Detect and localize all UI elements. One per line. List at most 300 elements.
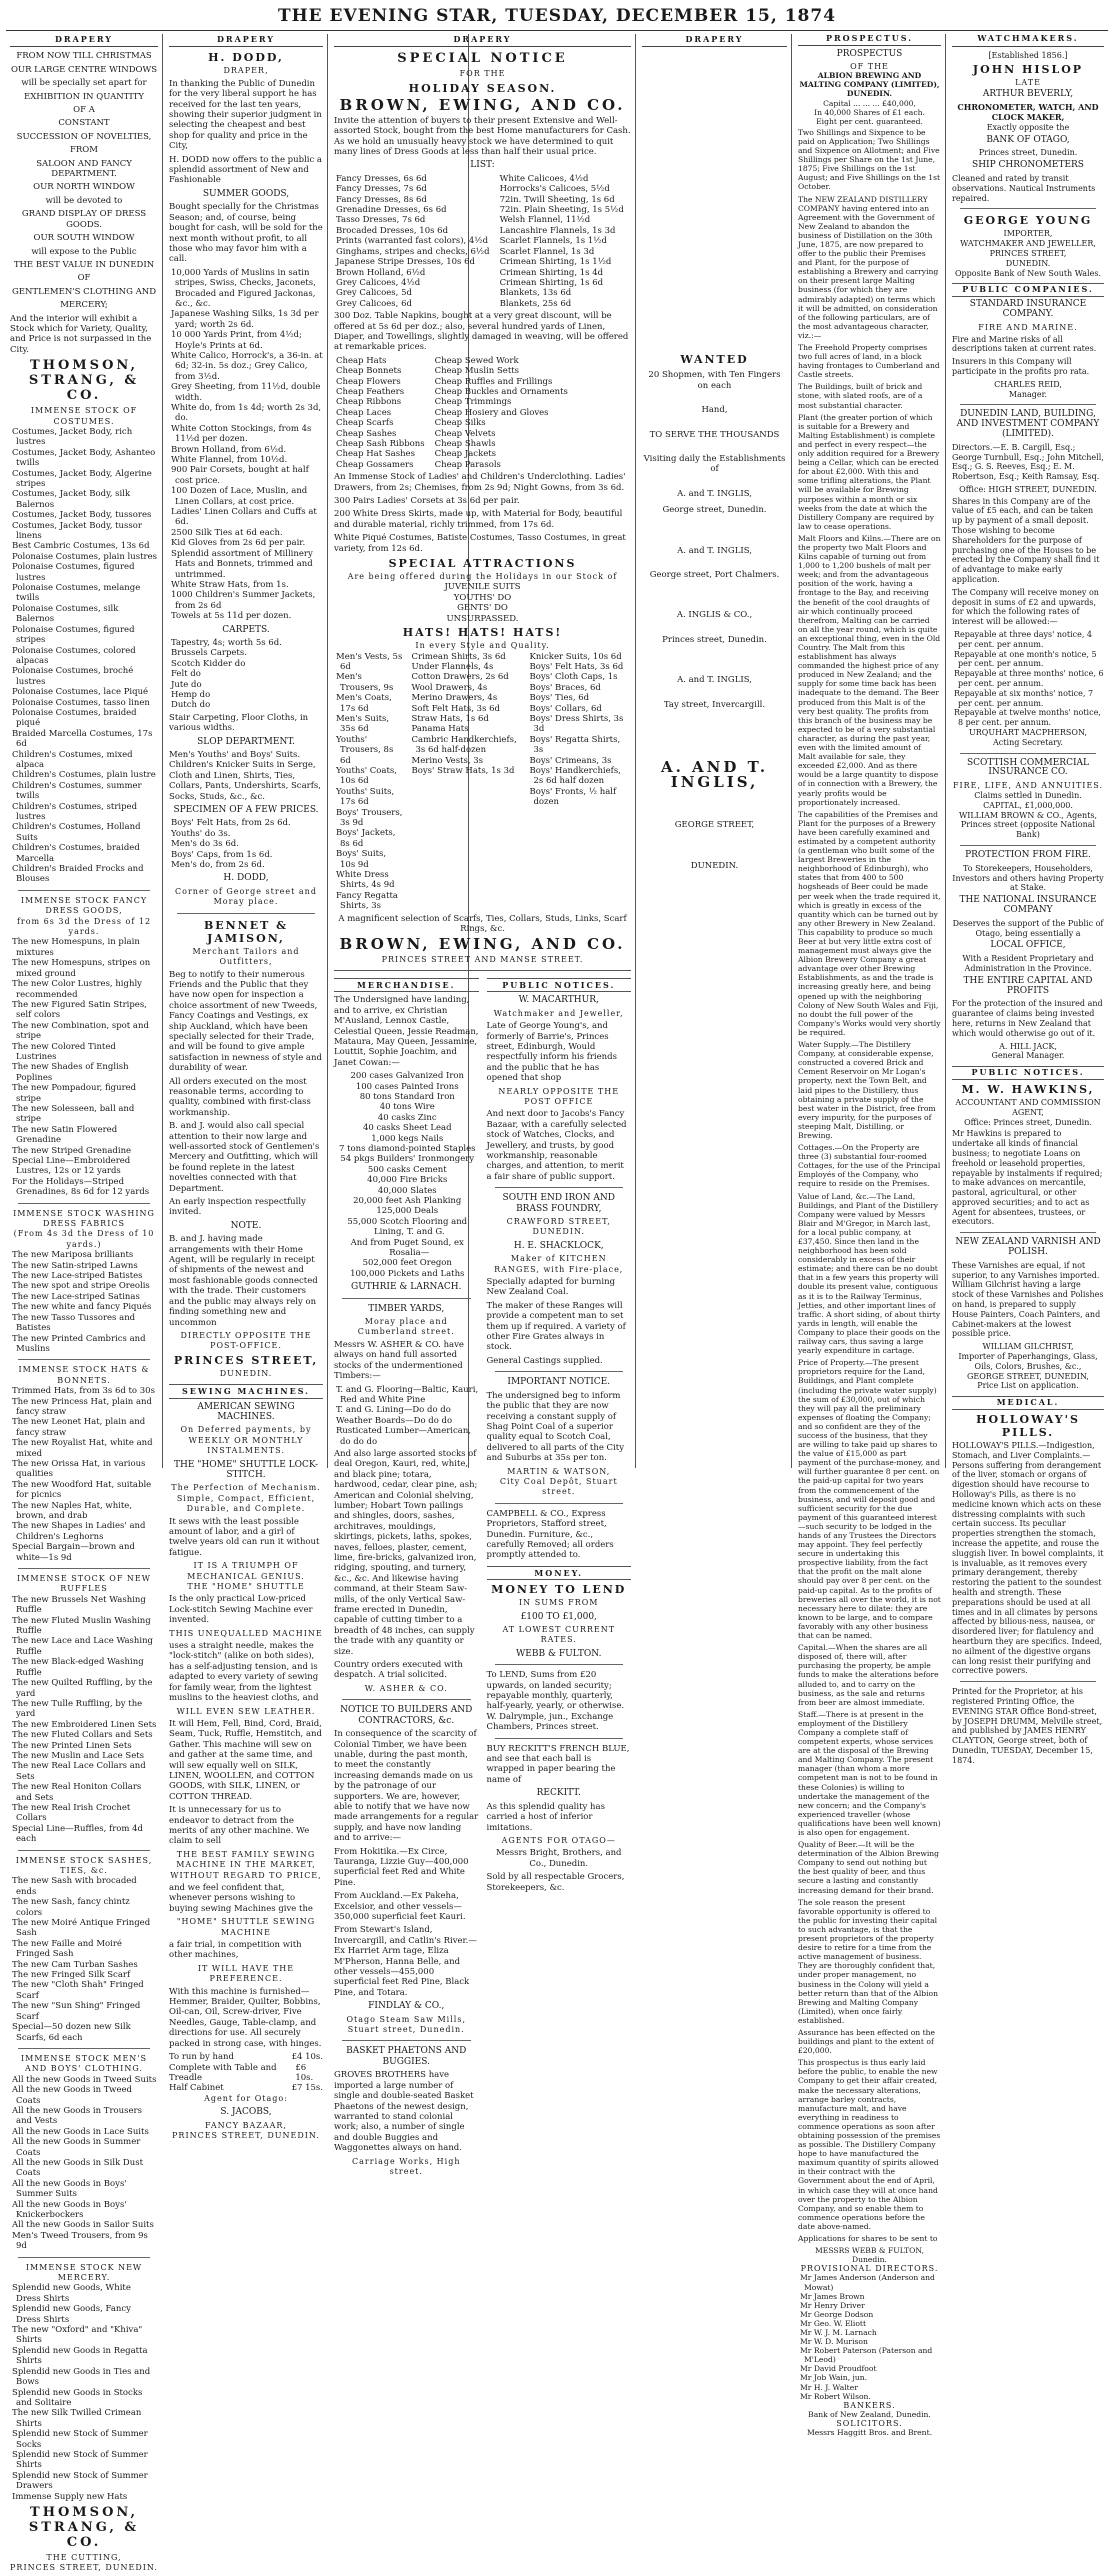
list-item: Horrocks's Calicoes, 5½d [499,184,610,195]
paragraph: Two Shillings and Sixpence to be paid on Application; Two Shillings and Sixpence on Allotment; and Five Shillings per Share on the 1st June, 1875; Five Shillings on the 1st August; and Five Shillings on the 1st October. [798,127,941,192]
list-item: Best Cambric Costumes, 13s 6d [12,541,150,552]
list-item: 20,000 feet Ash Planking [353,1196,462,1206]
list-item: Children's Costumes, summer twills [12,780,142,802]
heading: CARPETS. [222,624,270,635]
list-item: 502,000 feet Oregon [362,1258,452,1269]
list-item: Splendid new Stock of Summer Drawers [12,2470,148,2492]
paragraph: General Castings supplied. [486,1355,603,1366]
section-subheading: (From 4s 3d the Dress of 10 yards.) [13,1229,155,1249]
section-header: PUBLIC COMPANIES. [952,283,1104,297]
price-table [169,2052,323,2094]
list-item: Polonaise Costumes, braided piqué [12,707,137,729]
signature-title: Acting Secretary. [993,737,1063,747]
list-item: Immense Supply new Hats [12,2491,128,2502]
list-item: The new Tulle Ruffling, by the yard [12,1698,143,1720]
list-item: UNSURPASSED. [446,613,519,624]
guarantee: Eight per cent. guaranteed. [816,116,923,126]
list-item: 7 tons diamond-pointed Staples [338,1143,476,1154]
holiday-heading: HOLIDAY SEASON. [408,81,557,95]
trade: ACCOUNTANT AND COMMISSION AGENT, [955,1097,1101,1117]
list-item: Straw Hats, 1s 6d [411,713,489,724]
list-item: The new Lace-striped Satinas [12,1291,140,1302]
list-item: The new "Oxford" and "Khiva" Shirts [12,2325,143,2346]
paragraph: Invite the attention of buyers to their present Extensive and Well-assorted Stock, bought from the best Home manufacturers for Cash. As we hold an unusually heavy stock we have determined to quit many lines of Dress Goods at less than half their usual price. [334,115,631,158]
list-item: Men's do, from 2s 6d. [171,860,265,871]
list [169,818,323,870]
list-item: 2500 Silk Ties at 6d each. [171,527,283,538]
list-item: Special—50 dozen new Silk Scarfs, 6d each [12,2022,131,2043]
column-divider [791,34,792,1468]
list-item: The new Figured Satin Stripes, self colors [12,999,147,1021]
list-item: All the new Goods in Trousers and Vests [12,2105,142,2127]
paragraph: BUY RECKITT'S FRENCH BLUE, and see that each ball is wrapped in paper bearing the name of [486,1743,630,1785]
list-item: Men's Tweed Trousers, from 9s 9d [12,2230,148,2252]
subheading: IT IS A TRIUMPH OF MECHANICAL GENIUS. [187,1561,305,1581]
column-divider [635,34,636,1468]
list-item: Boys' Trousers, 3s 9d [336,807,403,828]
paragraph: The Buildings, built of brick and stone, with slated roofs, are of a most substantial character. [798,382,923,410]
wanted-line: 20 Shopmen, with Ten Fingers on each [648,370,781,391]
list-item: The new Satin-striped Lawns [12,1260,138,1271]
list-item: 1000 Children's Summer Jackets, from 2s 6d [171,590,316,611]
list-item: Brown Holland, from 6½d. [171,444,287,455]
paragraph: All orders executed on the most reasonable terms, according to quality, combined with first-class workmanship. [169,1076,311,1118]
subheading: SOLICITORS. [836,2418,903,2428]
office: Office: Princes street, Dunedin. [964,1117,1092,1127]
list-item: Costumes, Jacket Body, Ashanteo twills [12,447,156,469]
paragraph: Directors.—E. B. Cargill, Esq.; George Turnbull, Esq.; John Mitchell, Esq.; G. S. Reeves, Esq.; E. M. Robertson, Esq.; Keith Ramsay, Esq. [952,442,1104,482]
paragraph: A magnificent selection of Scarfs, Ties, Collars, Studs, Links, Scarf Rings, &c. [338,913,627,935]
heading: HOLLOWAY'S PILLS. [976,1413,1080,1440]
subheading: THE "HOME" SHUTTLE [187,1582,305,1592]
brand-name: RECKITT. [536,1788,581,1799]
list-item: Boys' Braces, 6d [529,682,601,693]
list-item: 125,000 Deals [376,1206,439,1217]
list-item: The new Solesseen, ball and stripe [12,1103,135,1125]
list-item: Cheap Bonnets [336,366,402,377]
paragraph: The Company will receive money on deposit in sums of £2 and upwards, for which the following rates of interest will be allowed:— [952,587,1099,627]
list [334,356,425,470]
list-item: Grey Calicoes, 6d [336,298,412,309]
address: CRAWFORD STREET, [506,1217,611,1226]
list-item: Mr James Brown [800,2291,865,2301]
list-item: All the new Goods in Tweed Coats [12,2085,132,2106]
list-item: The new Homespuns, in plain mixtures [12,937,140,958]
heading: SUMMER GOODS, [202,188,290,199]
list-item: Youths' Suits, 17s 6d [336,786,395,808]
advertiser-name: W. MACARTHUR, [518,995,599,1006]
list-item: Towels at 5s 11d per dozen. [171,611,292,622]
list-item: All the new Goods in Lace Suits [12,2126,149,2137]
list-item: The new Homespuns, stripes on mixed ground [12,958,151,979]
paragraph: Men's Youths' and Boys' Suits. Children's Knicker Suits in Serge, Cloth and Linen, Shirts, Ties, Collars, Pants, Undershirts, Scarfs, Socks, Studs, &c., &c. [169,750,321,802]
list-item: The new Silk Twilled Crimean Shirts [12,2408,142,2429]
list-item: Merino Vests, 3s [411,755,484,766]
list-item: Boys' Felt Hats, from 2s 6d. [171,818,291,829]
subheading: PROVISIONAL DIRECTORS. [800,2264,939,2274]
column-header: PROSPECTUS. [798,34,941,46]
list [10,2283,158,2502]
list-item: Special Line—Ruffles, from 4d each [12,1823,143,1845]
list-item: Brussels Carpets. [171,648,247,659]
price-value: £7 15s. [291,2083,323,2094]
list-item: White do, from 1s 4d; worth 2s 3d, do. [171,403,322,424]
subheading: THE BEST FAMILY SEWING MACHINE IN THE MARKET, [176,1849,316,1870]
list [952,630,1104,728]
advertiser-trade: Watchmaker and Jeweller, [493,1008,624,1018]
list-item: The new Mariposa brilliants [12,1250,134,1261]
heading: TIMBER YARDS, [368,1303,445,1314]
paragraph: The Freehold Property comprises two full acres of land, in a block having frontages to Cumberland and Castle streets. [798,343,940,380]
paragraph: 200 White Dress Skirts, made up, with Material for Body, beautiful and durable material, richly trimmed, from 17s 6d. [334,509,623,530]
paragraph: To LEND, Sums from £20 upwards, on landed security; repayable monthly, quarterly, half-yearly, yearly, or otherwise. W. Dalrymple, jun., Exchange Chambers, Princes street. [486,1670,625,1733]
paragraph: Is the only practical Low-priced Lock-stitch Sewing Machine ever invented. [169,1594,313,1626]
location-note: Opposite Bank of New South Wales. [954,268,1101,278]
list-item: The new Fluted Muslin Washing Ruffle [12,1615,151,1637]
list-item: Scotch Kidder do [171,658,246,669]
paragraph: These Varnishes are equal, if not superior, to any Varnishes imported. William Gilchrist having a large stock of these Varnishes and Polishes on hand, is prepared to supply House Painters, Coach Painters, and Cabinet-makers at the lowest possible price. [952,1260,1104,1339]
claims: Claims settled in Dunedin. [974,791,1082,800]
trade: WATCHMAKER AND JEWELLER, [960,239,1096,249]
list-item: Cheap Scarfs [336,418,394,429]
list-item: Mr Job Wain, jun. [800,2373,868,2383]
paragraph: Deserves the support of the Public of Otago, being essentially a [952,918,1104,938]
intro-line: MERCERY; [60,300,108,311]
footer-sub: THE CUTTING, [46,2552,122,2562]
list-item: The new Colored Tinted Lustrines [12,1041,116,1062]
list-item: Japanese Stripe Dresses, 10s 6d [336,257,475,268]
list-item: Polonaise Costumes, melange twills [12,583,141,604]
list-item: All the new Goods in Boys' Summer Suits [12,2178,127,2200]
list-item: The new Cam Turban Sashes [12,1959,138,1970]
bankers: Bank of New Zealand, Dunedin. [808,2409,931,2419]
list-item: Boys' Jackets, 8s 6d [336,828,396,849]
list [498,174,624,309]
paragraph: In consequence of the scarcity of Colonial Timber, we have been unable, during the past month, to meet the constantly increasing demands made on us by the patronage of our supporters. We are, however, able to notify that we have now made arrangements for a regular supply, and have now landing and to arrive:— [334,1729,479,1844]
heading: NEW ZEALAND VARNISH AND POLISH. [955,1237,1101,1258]
signature: MARTIN & WATSON, [507,1466,611,1476]
list-item: Crimean Shirts, 3s 6d [411,651,506,662]
agent-sub: FANCY BAZAAR, [205,2120,287,2130]
intro-line: GENTLEMEN'S CLOTHING AND [11,286,157,297]
address: GEORGE STREET, DUNEDIN, [967,1371,1089,1381]
paragraph: The maker of these Ranges will provide a competent man to set them up if required. A variety of other Fire Grates always in stock. [486,1300,626,1353]
capital: CAPITAL, £1,000,000. [983,800,1073,810]
signature: WEBB & FULTON. [516,1648,602,1659]
intro-line: GRAND DISPLAY OF DRESS GOODS. [21,209,147,230]
paragraph: Cottages.—On the Property are three (3) substantial four-roomed Cottages, for the use of the Principal Employés of the Company, who require to reside on the Premises. [798,1143,941,1189]
list-item: Prints (warranted fast colors), 4½d [336,236,489,247]
heading: SPECIMEN OF A FEW PRICES. [173,805,319,816]
paragraph: HOLLOWAY'S PILLS.—Indigestion, Stomach, and Liver Complaints.—Persons suffering from derangement of the liver, stomach or organs of digestion should have recourse to Holloway's Pills, as there is no medicine known which acts on these distressing complaints with such certain success. Its peculiar properties strengthen the stomach, increase the appetite, and rouse the sluggish liver. In bowel complaints, it is invaluable, as it removes every primary derangement, thereby restoring the patient to the soundest health and strength. These preparations should be used at all times and in all climates by persons affected by bilious-ness, nausea, or disordered liver; for flatulency and heartburn they are specifics. Indeed, no ailment of the digestive organs can long resist their purifying and corrective powers. [952,1441,1104,1676]
list [10,427,158,885]
list-item: Cotton Drawers, 2s 6d [411,672,509,683]
list-item: Costumes, Jacket Body, silk Balernos [12,489,131,510]
list-item: 40 casks Sheet Lead [362,1123,452,1134]
list-item: Crimean Shirting, 1s 4d [499,267,604,278]
list-item: Scarlet Flannel, 1s 3d [499,246,595,257]
subheading: "HOME" SHUTTLE SEWING MACHINE [176,1917,316,1937]
section-header: MONEY. [487,1566,632,1580]
column-divider [945,34,946,1468]
wanted-line: Visiting daily the Establishments of [643,454,786,475]
paragraph: Price of Property.—The present proprietors require for the Land, Buildings, and Plant complete (including the private water supply) the sum of £30,000, out of which they will pay all the preliminary expenses of floating the Company; and so confident are they of the success of the business, that they are willing to take paid up shares to the value of £15,000 as part payment of the purchase-money, and will further guarantee 8 per cent. on the paid-up capital for two years from the commencement of the business, and will deposit good and sufficient security for the due payment of this guaranteed interest—such security to be lodged in the hands of any Trustees the Directors may appoint. They feel perfectly secure in undertaking this prospective liability, from the fact that the profit on the malt alone should pay over 8 per cent. on the paid-up capital. As to the profits of breweries all over the world, it is not necessary here to dilate: they are known to be large, and to compare favorably with any other business that can be named. [798,1358,941,1641]
list-item: Polonaise Costumes, plain lustres [12,551,157,562]
paragraph: It will Hem, Fell, Bind, Cord, Braid, Seam, Tuck, Ruffle, Hemstitch, and Gather. This machine will sew on and gather at the same time, and will sew equally well on SILK, LINEN, WOOLLEN, and COTTON GOODS, with SILK, LINEN, or COTTON THREAD. [169,1718,322,1802]
price-label: Complete with Table and Treadle [169,2062,277,2083]
list-item: Mr Robert Paterson (Paterson and M'Leod) [800,2346,933,2365]
list-item: Tasso Dresses, 7s 6d [336,215,426,226]
list-item: The new Color Lustres, highly recommended [12,979,142,1000]
paragraph: An early inspection respectfully invited. [169,1197,306,1218]
list-item: Children's Costumes, striped lustres [12,801,138,822]
list-item: GENTS' DO [457,603,508,614]
list-item: Youths' Trousers, 8s 6d [336,734,394,766]
trade: IMPORTER, [1003,229,1053,239]
list-item: The new Tasso Tussores and Batistes [12,1312,136,1334]
paragraph: This prospectus is thus early laid before the public, to enable the new Company to get their affair created, make the necessary alterations, arrange barley contracts, manufacture malt, and have everything in readiness to commence operations as soon after obtaining possession of the premises as possible. The Distillery Company hope to have manufactured the maximum quantity of spirits allowed in their contract with the Government about the end of April, in which case they will at once hand over the property to the Albion Company, and so enable them to commence operations before the date above-named. [798,2058,941,2231]
list-item: All the new Goods in Summer Coats [12,2137,141,2158]
list-item: The new Faille and Moiré Fringed Sash [12,1938,122,1960]
list-item: JUVENILE SUITS [444,582,521,593]
list-item: The new Real Lace Collars and Sets [12,1761,146,1782]
paragraph: Staff.—There is at present in the employment of the Distillery Company a complete staff of competent experts, whose services are at the disposal of the Brewing and Malting Company. The present manager (than whom a more competent man is not to be found in these Colonies) is willing to undertake the management of the new concern; and the Company's experienced traveller (whose qualifications have been well known) is also open for engagement. [798,1709,941,1837]
list-item: The new "Cloth Shah" Fringed Scarf [12,1980,144,2001]
signature: GUTHRIE & LARNACH. [351,1282,462,1293]
list-item: Boys' Cloth Caps, 1s [529,672,618,683]
paragraph: Water Supply.—The Distillery Company, at considerable expense, constructed a covered Brick and Cement Reservoir on Mr Logan's property, next the Town Belt, and laid pipes to the Distillery, thus obtaining a private supply of the best water in the District, free from every impurity, for the purposes of steeping Malt, Distilling, or Brewing. [798,1040,936,1140]
intro-line: EXHIBITION IN QUANTITY [23,91,145,102]
list-item: The new Printed Linen Sets [12,1740,132,1751]
list-item: Cheap Ruffles and Frillings [434,376,553,387]
paragraph: And next door to Jacobs's Fancy Bazaar, with a carefully selected stock of Watches, Clocks, and Jewellery, and trusts, by good workmanship, reasonable charges, and attention, to merit a fair share of public support. [486,1109,627,1182]
list-item: Brocaded Dresses, 10s 6d [336,225,449,236]
list-item: Cheap Ribbons [336,397,402,408]
list-item: 40 tons Wire [379,1102,435,1113]
paragraph: The capabilities of the Premises and Plant for the purposes of a Brewery have been carefully examined and estimated by a competent authority (a gentleman who built some of the largest Breweries in the neighborhood of Edinburgh), who states that from 400 to 500 hogsheads of Beer could be made per week when the trade required it, which is greatly in excess of the quantity which can be turned out by any other Brewery in New Zealand. This capability to produce so much Beer at but very little extra cost of management must always give the Albion Brewery Company a great advantage over other Brewing Establishments, as and the trade is increasing greatly here, and being opened up with the neighboring Colony of New South Wales and Fiji, no doubt the full power of the Company's Works would very shortly be required. [798,809,941,1037]
subheading: LATE [1015,77,1041,87]
trade: CHRONOMETER, WATCH, AND CLOCK MAKER, [957,102,1099,122]
list-item: Cheap Sashes [336,428,397,439]
company-name: DUNEDIN LAND, BUILDING, AND INVESTMENT COMPANY (LIMITED). [956,409,1100,439]
list-item: Crimean Shirting, 1s 1½d [499,257,612,268]
firm-name: BROWN, EWING, AND CO. [339,95,626,114]
list-item: Men's Vests, 5s 6d [336,651,403,672]
subheading: THIS UNEQUALLED MACHINE [169,1628,323,1638]
list-item: Cambric Handkerchiefs, 3s 6d half-dozen [411,734,517,756]
list [334,174,490,309]
intro-line: will expose to the Public [31,246,137,257]
paragraph: Sold by all respectable Grocers, Storekeepers, &c. [486,1872,625,1893]
intro-line: SALOON AND FANCY DEPARTMENT. [36,158,132,180]
list-item: The new "Sun Shing" Fringed Scarf [12,2001,141,2022]
heading: IMPORTANT NOTICE. [507,1377,611,1388]
intro-line: FROM [70,145,98,156]
paragraph: From Stewart's Island, Invercargill, and Catlin's River.—Ex Harriet Arm tage, Eliza M'Pherson, Hanna Belle, and other vessels—455,000 superficial feet Red Pine, Black Pine, and Totara. [334,1925,477,1998]
paragraph: Country orders executed with despatch. A trial solicited. [334,1660,463,1681]
paragraph: and we feel confident that, whenever persons wishing to buying sewing Machines give the [169,1883,313,1914]
list-item: Children's Costumes, mixed alpaca [12,749,133,770]
list-item: Brown Holland, 6½d [336,267,426,278]
list-item: Cheap Feathers [336,386,405,397]
paragraph: Value of Land, &c.—The Land, Buildings, and Plant of the Distillery Company were valued by Messrs Blair and M'Gregor, in March last, for a local public company, at £37,450. Since then land in the neighborhood has been sold considerably in excess of their estimate; and there can be no doubt that in a few years this property will double its present value, contiguous as it is to the Railway Terminus, Jetties, and other important lines of traffic. A short siding, of about thirty yards in length, will enable the Company to place their goods on the railway cars, thus saving a large yearly expenditure in cartage. [798,1191,941,1356]
address: Otago Steam Saw Mills, Stuart street, Dunedin. [346,2014,466,2035]
list-item: Splendid new Goods, White Dress Shirts [12,2283,131,2304]
list-item: Mr Robert Wilson. [800,2391,871,2401]
solicitors: Messrs Haggitt Bros. and Brent. [806,2428,933,2437]
list-item: Cheap Laces [336,407,392,418]
subheading: On Deferred payments, by WEEKLY OR MONTHLY INSTALMENTS. [180,1425,312,1456]
list-item: Repayable at three months' notice, 6 per cent. per annum. [954,669,1104,689]
list [169,268,323,622]
list-item: YOUTHS' DO [453,592,512,603]
address: Carriage Works, High street. [352,2156,461,2176]
list-item: T. and G. Lining—Do do do [336,1405,451,1416]
special-notice-title: SPECIAL NOTICE [397,51,568,67]
subheading: In every Style and Quality. [415,641,550,651]
list-item: Welsh Flannel, 11½d [499,215,591,226]
subheading: FIRE AND MARINE. [978,322,1078,332]
agent-label: Agent for Otago: [204,2093,288,2103]
wanted-line: A. and T. INGLIS, [677,675,752,686]
list-item: Boys' Dress Shirts, 3s 3d [529,713,624,735]
list-item: The new Quilted Ruffling, by the yard [12,1678,153,1699]
list-item: All the new Goods in Boys' Knickerbockers [12,2199,127,2220]
list-item: The new Shapes in Ladies' and Children's Leghorns [12,1521,146,1542]
column-3 [330,34,635,2176]
address: Princes street (opposite National Bank) [960,820,1096,840]
section-heading: IMMENSE STOCK SASHES, TIES, &c. [15,1855,153,1875]
wanted-line: George street, Dunedin. [662,505,767,516]
heading: BASKET PHAETONS AND BUGGIES. [346,2046,467,2067]
subheading: BANKERS. [843,2400,896,2410]
town: DUNEDIN. [690,860,739,871]
list-item: The new Striped Grenadine [12,1145,132,1156]
paragraph: uses a straight needle, makes the "lock-stitch" (alike on both sides), has a self-adjusting tension, and is adapted to every variety of sewing for family wear, from the lightest muslins to the heaviest cloths, and [169,1641,319,1704]
list-item: The new Combination, spot and stripe [12,1020,149,1042]
subheading: AT LOWEST CURRENT RATES. [502,1625,616,1645]
list-item: Boys' Crimeans, 3s [529,755,612,766]
paragraph: B. and J. having made arrangements with their Home Agent, will be regularly in receipt of shipments of the newest and most fashionable goods connected with the trade. Their customers and the public may always rely on finding something new and uncommon [169,1234,318,1328]
list-item: Polonaise Costumes, broché lustres [12,666,134,687]
paragraph: And the interior will exhibit a Stock which for Variety, Quality, and Price is not surpassed in the City. [10,313,152,355]
column-divider [162,34,163,1468]
list-item: Crimean Shirting, 1s 6d [499,277,604,288]
paragraph: Applications for shares to be sent to [798,2234,938,2244]
column-5 [794,33,945,2437]
subheading: Moray place and Cumberland street. [357,1317,455,1337]
list-item: And from Puget Sound, ex Rosalia— [350,1237,464,1259]
list-item: Boys' Ties, 6d [529,693,590,704]
list-item: For the Holidays—Striped Grenadines, 8s 6d for 12 yards [12,1176,150,1198]
heading: PROTECTION FROM FIRE. [965,849,1091,860]
paragraph: CAMPBELL & CO., Express Proprietors, Stafford street, Dunedin. Furniture, &c., carefully Removed; all orders promptly attended to. [486,1508,614,1561]
list-item: Blankets, 25s 6d [499,298,572,309]
amount: £100 TO £1,000, [520,1611,597,1622]
section-header: MEDICAL. [952,1396,1104,1410]
firm-name: A. AND T. INGLIS, [660,758,769,792]
list-item: All the new Goods in Silk Dust Coats [12,2157,143,2179]
list-item: The new Leonet Hat, plain and fancy straw [12,1417,146,1438]
capital: Capital ... ... ... £40,000, [823,98,916,108]
price-value: £4 10s. [291,2052,323,2063]
list-item: 54 pkgs Builders' Ironmongery [340,1154,475,1165]
column-2 [165,34,327,2140]
applications: MESSRS WEBB & FULTON, Dunedin. [815,2246,924,2265]
list-item: Men's Coats, 17s 6d [336,693,392,714]
advertiser-name: H. E. SHACKLOCK, [513,1240,604,1251]
paragraph: The Undersigned have landing, and to arrive, ex Christian M'Ausland, Lennox Castle, Celestial Queen, Jessie Readman, Mataura, May Queen, Jessamine, Louttit, Sophie Joachim, and Janet Cowan:— [334,995,479,1068]
intro-line: OF [77,273,91,284]
list-item: Boys' Straw Hats, 1s 3d [411,765,515,776]
note: Price List on application. [977,1381,1079,1391]
list-item: Cheap Sewed Work [434,355,519,366]
heading: NOTICE TO BUILDERS AND CONTRACTORS, &c. [340,1705,473,1726]
list [10,937,158,1197]
list [334,1385,479,1447]
list-item: The new Shades of English Poplines [12,1062,129,1083]
list-item: Mr W. D. Murison [800,2337,868,2347]
advertiser-name: ARTHUR BEVERLY, [982,89,1074,100]
list-item: Weather Boards—Do do do [336,1415,453,1426]
wanted-heading: WANTED [680,353,749,367]
list-item: Boys' Suits, 10s 9d [336,849,387,870]
list-item: White Calicoes, 4½d [499,173,589,184]
intro-line: OUR LARGE CENTRE WINDOWS [10,64,158,75]
subheading: Simple, Compact, Efficient, Durable, and Complete. [176,1493,316,1514]
paragraph: From Auckland.—Ex Pakeha, Excelsior, and other vessels—350,000 superficial feet Kauri. [334,1891,466,1922]
paragraph: Bought specially for the Christmas Season; and, of course, being bought for cash, will be sold for the next month without profit, to all those who may favor him with a call. [169,202,323,265]
wanted-line: A. INGLIS & CO., [676,610,753,621]
list-item: 40,000 Fire Bricks [367,1175,448,1186]
list-item: Polonaise Costumes, silk Balernos [12,603,119,625]
paragraph: From Hokitika.—Ex Circe, Tauranga, Lizzie Guy—400,000 superficial feet Red and White Pine. [334,1846,469,1888]
column-1 [6,34,162,2573]
paragraph: Assurance has been effected on the buildings and plant to the extent of £20,000. [798,2027,936,2056]
town: DUNEDIN. [1005,258,1051,268]
paragraph: The sole reason the present favorable opportunity is offered to the public for investing their capital to such advantage, is that the present proprietors of the property desire to retire for a time from the active management of business. They are thoroughly confident that, under proper management, no business in the Colony will yield a better return than that of the Albion Brewing and Malting Company (Limited), when once fairly established. [798,1897,939,2025]
subheading: The Perfection of Mechanism. [171,1483,321,1493]
heading: THE "HOME" SHUTTLE LOCK-STITCH. [174,1459,318,1480]
list [334,652,404,912]
heading: SOUTH END IRON AND BRASS FOUNDRY, [502,1193,615,1214]
list-item: Dutch do [171,700,211,711]
paragraph: With this machine is furnished—Hemmer, Braider, Quilter, Bobbins, Oil-can, Oil, Screw-driver, Five Needles, Gauge, Table-clamp, and directions for use. All securely packed in strong case, with hinges. [169,1986,322,2049]
paragraph: Messrs Bright, Brothers, and Co., Dunedin. [495,1848,622,1869]
list [169,638,323,711]
advertiser-name: BENNET & JAMISON, [203,918,289,945]
column-header: DRAPERY [642,34,787,47]
column-header: DRAPERY [169,34,323,47]
section-heading: IMMENSE STOCK HATS & BONNETS. [18,1365,150,1385]
paragraph: An Immense Stock of Ladies' and Children's Underclothing. Ladies' Drawers, from 2s; Chemises, from 2s 9d; Night Gowns, from 3s 6d. [334,472,626,493]
subheading: NEARLY OPPOSITE THE POST OFFICE [498,1086,620,1106]
price-row [169,2052,323,2062]
list-item: Repayable at six months' notice, 7 per cent. per annum. [954,688,1094,708]
list-item: The new Black-edged Washing Ruffle [12,1657,144,1678]
list-item: Panama Hats [411,724,469,735]
town: DUNEDIN. [219,1368,273,1378]
paragraph: And also large assorted stocks of deal Oregon, Kauri, red, white, and black pine; totara, hardwood, cedar, clear pine, ash; American and Colonial shelving, lumber; Hobart Town pailings and shingles, doors, sashes, architraves, mouldings, skirtings, pickets, laths, spokes, naves, felloes, plaster, cement, lime, fire-bricks, galvanized iron, ridging, spouting, and turnery, &c., &c. And likewise having command, at their Steam Saw-mills, of the only Vertical Saw-frame erected in Dunedin, capable of cutting timber to a breadth of 48 inches, can supply the trade with any quantity or size. [334,1448,478,1657]
list [10,1250,158,1354]
signature: WILLIAM GILCHRIST, [982,1342,1074,1352]
list-item: White Cotton Stockings, from 4s 11½d per dozen. [171,423,312,445]
signature-title: Manager. [1008,389,1048,399]
column-divider [327,34,328,1468]
street-name: PRINCES STREET, [173,1353,319,1367]
list-item: Costumes, Jacket Body, tussor linens [12,520,142,542]
list-item: Repayable at three days' notice, 4 per cent. per annum. [954,630,1093,649]
